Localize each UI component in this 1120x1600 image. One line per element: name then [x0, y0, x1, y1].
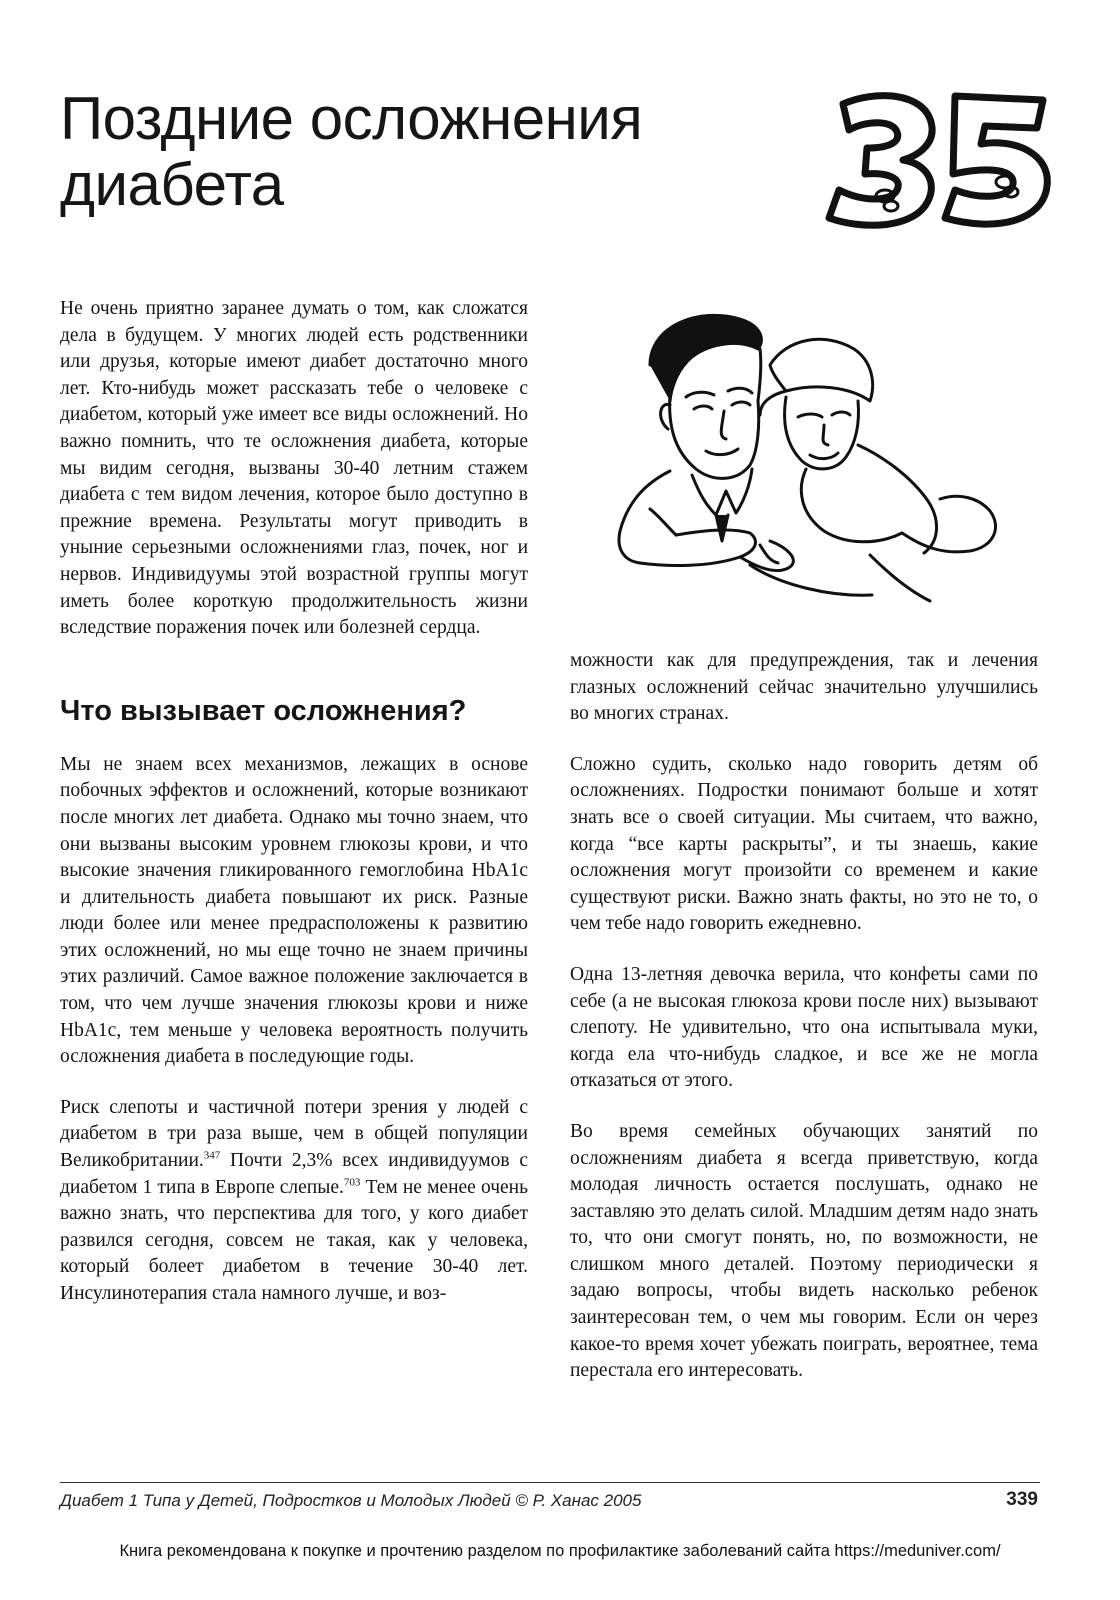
- body-paragraph-talking: Сложно судить, сколько надо говорить детям об осложнениях. Подростки понимают больше и хотят знать все о своей ситуации. Мы считаем, что важно, когда “все карты раскрыты”, и ты знаешь, какие осложнения могут произойти со временем и какие существуют риски. Важно знать факты, но это не то, о чем тебе надо говорить ежедневно.: [570, 753, 1038, 935]
- section-heading: Что вызывает осложнения?: [60, 694, 467, 727]
- title-line-2: диабета: [60, 151, 284, 218]
- text-run: Риск слепоты и частичной потери зрения у людей с диабетом в три раза выше, чем в общей популяции Великобритании.: [60, 1096, 528, 1172]
- footer-divider: [60, 1482, 1040, 1483]
- page-number: 339: [1006, 1489, 1038, 1510]
- numeral-three: [829, 96, 932, 226]
- chapter-number-graphic: [805, 82, 1060, 232]
- couple-illustration: [610, 305, 1010, 615]
- intro-paragraph: Не очень приятно заранее думать о том, как сложатся дела в будущем. У многих людей есть родственники или друзья, которые имеют диабет достаточно много лет. Кто-нибудь может рассказать тебе о человеке с диабетом, который уже имеет все виды осложнений. Но важно помнить, что те осложнения диабета, которые мы видим сегодня, вызваны 30-40 летним стажем диабета с тем видом лечения, которое было доступно в прежние времена. Результаты могут приводить в уныние серьезными осложнениями глаз, почек, ног и нервов. Индивидуумы этой возрастной группы могут иметь более короткую продолжительность жизни вследствие поражения почек или болезней сердца.: [60, 298, 528, 639]
- body-paragraph-blindness: [60, 1095, 528, 1308]
- title-line-1: Поздние осложнения: [60, 85, 643, 152]
- watermark-notice: Книга рекомендована к покупке и прочтению разделом по профилактике заболеваний сайта https://meduniver.com/: [119, 1542, 1001, 1560]
- text-run: Почти 2,3% всех индивидуумов с диабетом 1 типа в Европе слепые.: [60, 1150, 528, 1198]
- citation-ref: 347: [203, 1149, 221, 1162]
- right-column: [570, 648, 1038, 1385]
- citation-ref: 703: [343, 1176, 361, 1189]
- continuation-paragraph: можности как для предупреждения, так и лечения глазных осложнений сейчас значительно улучшились во многих странах.: [570, 650, 1038, 725]
- numeral-five: [945, 96, 1047, 224]
- text-run: Тем не менее очень важно знать, что перспектива для того, у кого диабет развился сегодня, совсем не такая, как у человека, который болеет диабетом в течение 30-40 лет. Инсулинотерапия стала намного лучше, и воз-: [60, 1176, 528, 1304]
- page-title: [60, 86, 780, 218]
- body-paragraph-girl-story: Одна 13-летняя девочка верила, что конфеты сами по себе (а не высокая глюкоза крови после них) вызывают слепоту. Не удивительно, что она испытывала муки, когда ела что-нибудь сладкое, и все же не могла отказаться от этого.: [570, 963, 1038, 1092]
- body-paragraph-causes: Мы не знаем всех механизмов, лежащих в основе побочных эффектов и осложнений, которые возникают после многих лет диабета. Однако мы точно знаем, что они вызваны высоким уровнем глюкозы крови, и что высокие значения гликированного гемоглобина HbA1c и длительность диабета повышают их риск. Разные люди более или менее предрасположены к развитию этих осложнений, но мы еще точно не знаем причины этих различий. Самое важное положение заключается в том, что чем лучше значения глюкозы крови и ниже HbA1c, тем меньше у человека вероятность получить осложнения диабета в последующие годы.: [60, 753, 528, 1068]
- body-paragraph-family-sessions: Во время семейных обучающих занятий по осложнениям диабета я всегда приветствую, когда молодая личность остается послушать, однако не заставляю это делать силой. Младшим детям надо знать то, что они смогут понять, но, по возможности, не слишком много деталей. Поэтому периодически я задаю вопросы, чтобы видеть насколько ребенок заинтересован тем, о чем мы говорим. Если он через какое-то время хочет убежать поиграть, вероятнее, тема перестала его интересовать.: [570, 1120, 1038, 1382]
- left-column: [60, 296, 528, 1308]
- footer-citation: Диабет 1 Типа у Детей, Подростков и Молодых Людей © Р. Ханас 2005: [60, 1491, 642, 1510]
